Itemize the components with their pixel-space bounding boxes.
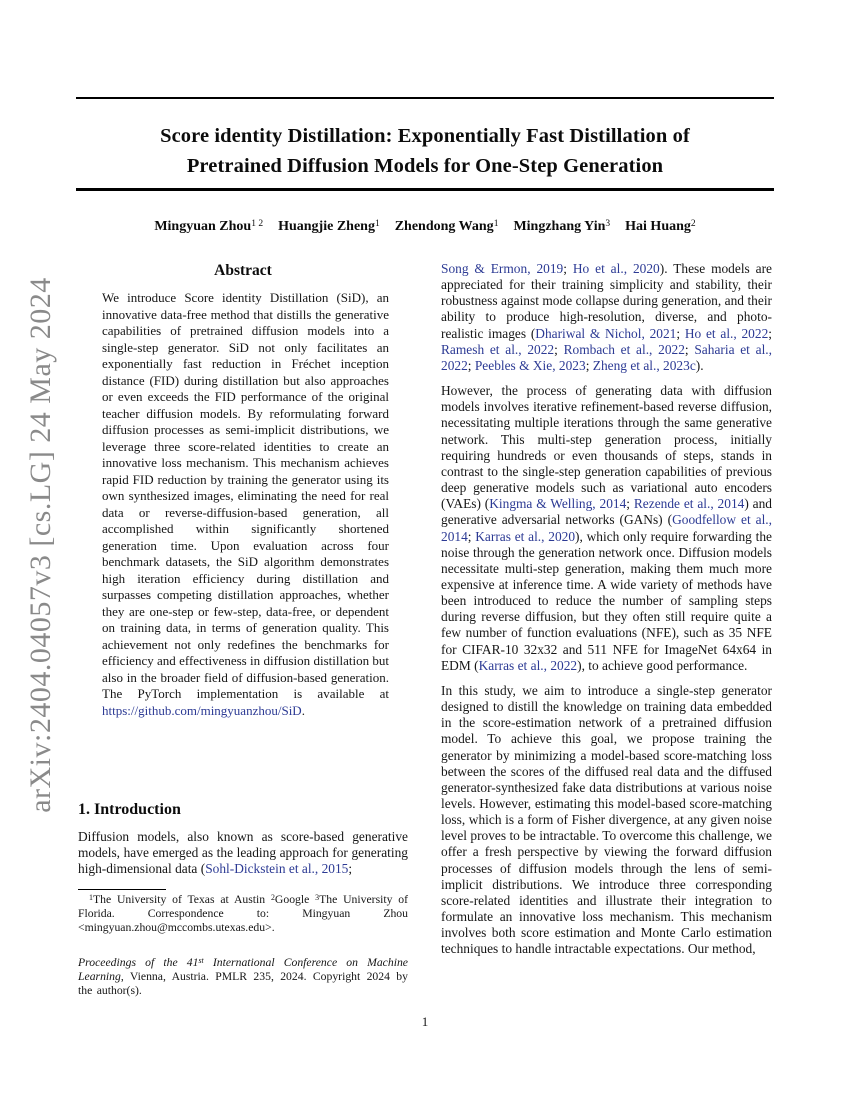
page-number: 1 [421,1014,429,1029]
citation-link[interactable]: Karras et al., 2022 [478,657,578,673]
text-segment: ; [585,357,593,373]
text-segment: . [301,702,305,718]
text-segment: The University of Texas at Austin [92,893,271,906]
paragraph [441,383,772,674]
text-segment: ; [467,528,476,544]
text-segment: Google [274,893,316,906]
citation-link[interactable]: Peebles & Xie, 2023 [474,357,586,373]
abstract-heading: Abstract [214,262,272,279]
text-segment: ). [695,357,704,373]
citation-link[interactable]: Karras et al., 2020 [475,528,576,544]
text-segment: 1 [374,219,380,230]
authors-line [0,219,850,235]
title-rule [76,188,774,191]
footnote-affiliations [78,893,408,934]
citation-link[interactable]: Ramesh et al., 2022 [441,341,555,357]
introduction-paragraph [78,829,408,877]
text-segment: The University of Florida. Correspondence to: Mingyuan Zhou <mingyuan.zhou@mccombs.utexas.edu>. [78,893,409,934]
citation-link[interactable]: Rezende et al., 2014 [633,496,745,512]
text-segment: 3 [315,892,320,902]
text-segment: However, the process of generating data with diffusion models involves iterative refinement-based reverse diffusion, necessitating multiple iterations through the same generative network. This multi-step generation process, initially requiring hundreds or even thousands of steps, stands in contrast to the single-step generation capabilities of previous deep generative models such as variational auto encoders (VAEs) ( [441,383,772,512]
text-segment: ; [348,861,353,877]
text-segment: ; [554,341,564,357]
citation-link[interactable]: Ho et al., 2020 [572,261,660,276]
footnote-rule [78,889,166,890]
introduction-section [78,801,408,886]
text-segment: Hai Huang [625,219,691,234]
citation-link[interactable]: Dhariwal & Nichol, 2021 [535,325,677,341]
section-heading-introduction: 1. Introduction [78,801,181,818]
text-segment: ). These models are appreciated for their training simplicity and stability, their robustness against mode collapse during generation, and their ability to produce high-resolution, diverse, and photo-realistic images ( [441,261,772,341]
text-segment: 2 [270,892,275,902]
arxiv-watermark: arXiv:2404.04057v3 [cs.LG] 24 May 2024 [24,277,57,813]
citation-link[interactable]: Saharia et al., 2022 [441,341,772,373]
citation-link[interactable]: Ho et al., 2022 [684,325,769,341]
text-segment: ; [467,357,475,373]
paper-title-line2: Pretrained Diffusion Models for One-Step Generation [186,155,664,177]
paragraph [441,683,772,958]
text-segment: Proceedings of the 41 [78,956,199,969]
text-segment: ; [676,325,685,341]
text-segment: , Vienna, Austria. PMLR 235, 2024. Copyright 2024 by the author(s). [78,970,408,997]
text-segment: 2 [690,219,696,230]
abstract-body [102,290,389,719]
text-segment: 3 [605,219,611,230]
text-segment: ; [563,261,573,276]
text-segment: International Conference on Machine Learning [78,956,408,984]
text-segment: ), which only require forwarding the noise through the generation network once. Diffusion models necessitate multi-step generation, making them much more expensive at inference time. A wide variety of methods have been introduced to reduce the number of sampling steps during reverse diffusion, but they often still require quite a few number of function evaluations (NFE), such as 35 NFE for CIFAR-10 32x32 and 511 NFE for ImageNet 64x64 in EDM ( [441,528,772,673]
citation-link[interactable]: Sohl-Dickstein et al., 2015 [205,861,349,877]
text-segment: ; [626,496,634,512]
citation-link[interactable]: Song & Ermon, 2019 [441,261,564,276]
text-segment: st [198,955,204,965]
top-rule [76,97,774,99]
citation-link[interactable]: Zheng et al., 2023c [592,357,696,373]
text-segment: 1 [493,219,499,230]
text-segment: ), to achieve good performance. [577,657,748,673]
github-link[interactable]: https://github.com/mingyuanzhou/SiD [102,702,302,718]
text-segment: Mingzhang Yin [513,219,606,234]
paragraph [441,261,772,374]
text-segment: We introduce Score identity Distillation (SiD), an innovative data-free method that distills the generative capabilities of pretrained diffusion models into a single-step generator. SiD not only facilitates an exponentially fast reduction in Fréchet inception distance (FID) during distillation but also approaches or even exceeds the FID performance of the original teacher diffusion models. By reformulating forward diffusion processes as semi-implicit distributions, we leverage three score-related identities to create an innovative loss mechanism. This mechanism achieves rapid FID reduction by training the generator using its own synthesized images, eliminating the need for real data or reverse-diffusion-based generation, all accomplished within significantly shortened generation time. Upon evaluation across four benchmark datasets, the SiD algorithm demonstrates high iteration efficiency during distillation and surpasses competing distillation approaches, whether they are one-step or few-step, data-free, or dependent on training data, in terms of generation quality. This achievement not only redefines the benchmarks for efficiency and effectiveness in diffusion distillation but also in the broader field of diffusion-based generation. The PyTorch implementation is available at [102,290,389,701]
citation-link[interactable]: Goodfellow et al., 2014 [441,512,773,544]
left-column [78,262,408,719]
paper-title [0,121,850,181]
citation-link[interactable]: Kingma & Welling, 2014 [489,496,627,512]
text-segment: 1 2 [251,219,264,230]
citation-link[interactable]: Rombach et al., 2022 [563,341,685,357]
footnote-proceedings [78,956,408,997]
text-segment: In this study, we aim to introduce a single-step generator designed to distill the knowledge on training data embedded in the score-estimation network of a pretrained diffusion model. To achieve this goal, we propose training the generator by minimizing a model-based score-matching loss between the scores of the diffused real data and the diffused generator-synthesized fake data distributions at various noise levels. However, estimating this model-based score-matching loss, which is a form of Fisher divergence, at any given noise level proves to be intractable. To overcome this challenge, we offer a fresh perspective by viewing the forward diffusion processes of diffusion models through the lens of semi-implicit distributions. We introduce three corresponding score-related identities and illustrate their integration to formulate an innovative loss mechanism. This mechanism involves both score estimation and Monte Carlo estimation techniques to handle intractable expectations. Our method, [441,682,772,957]
paper-title-line1: Score identity Distillation: Exponentially Fast Distillation of [160,125,690,147]
text-segment: ; [684,341,695,357]
text-segment: Diffusion models, also known as score-based generative models, have emerged as the leading approach for generating high-dimensional data ( [78,829,408,877]
text-segment: Mingyuan Zhou [154,219,252,234]
text-segment: Zhendong Wang [394,219,494,234]
text-segment: Huangjie Zheng [278,219,375,234]
right-column [441,261,772,967]
text-segment: ) and generative adversarial networks (GANs) ( [441,496,772,528]
text-segment: 1 [89,892,93,902]
text-segment: ; [768,325,773,341]
